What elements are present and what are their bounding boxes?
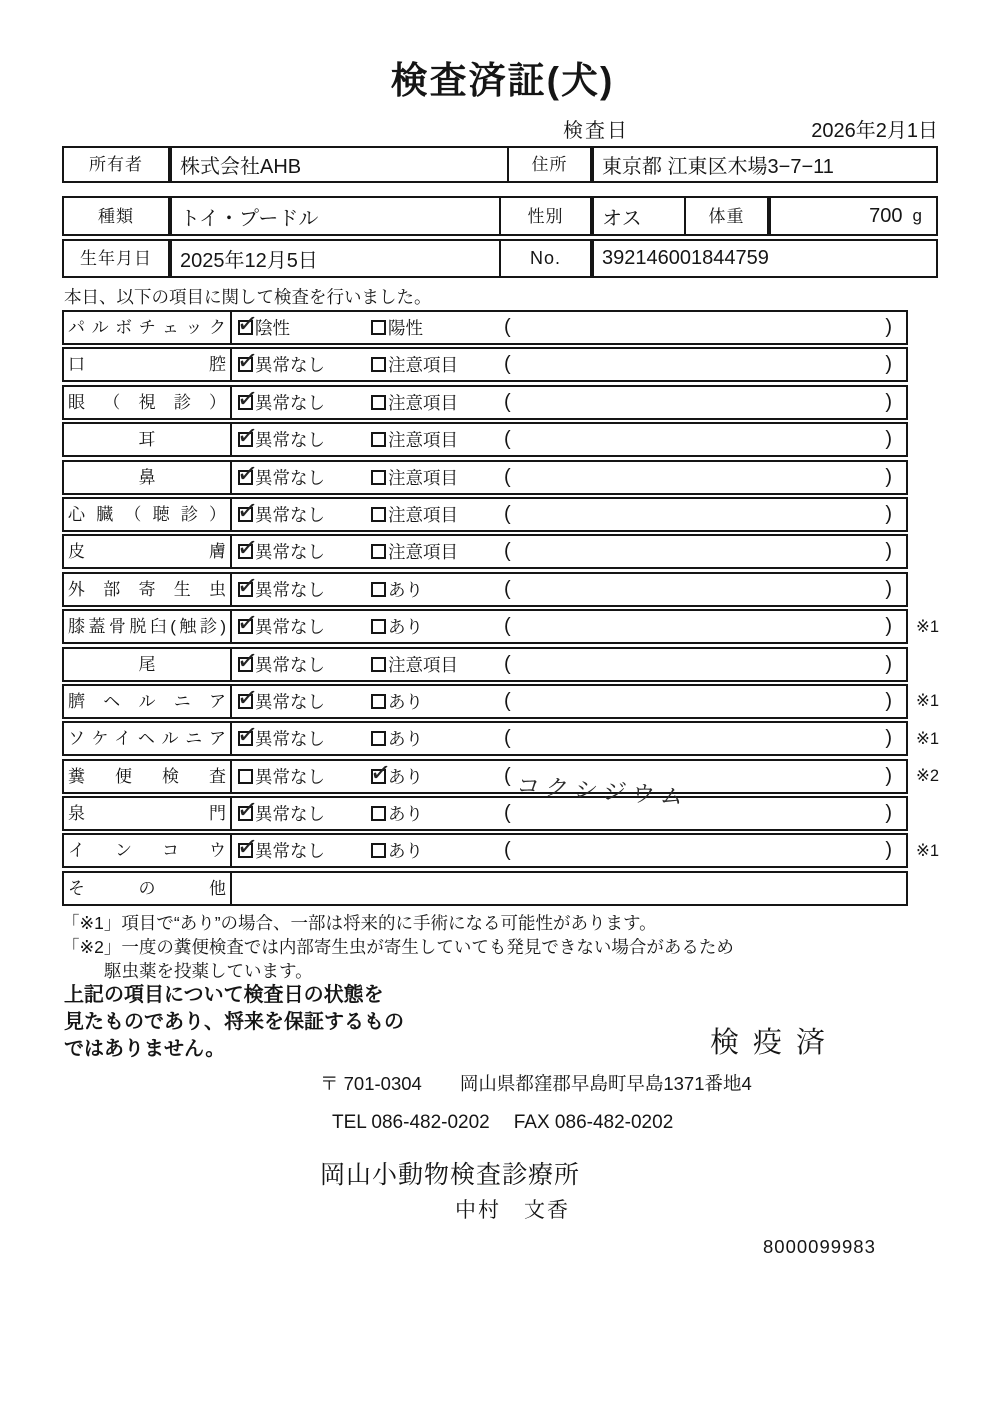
- option-2: [371, 539, 504, 564]
- option-2-label: 注意項目: [388, 467, 458, 488]
- option-1-label: 異常なし: [255, 841, 325, 862]
- checklist-row: [62, 759, 1002, 810]
- paren-close: ): [885, 465, 892, 488]
- option-1: [238, 652, 371, 677]
- address-value: 東京都 江東区木場3−7−11: [592, 148, 936, 181]
- handwritten-remark: コクシジウム: [514, 771, 692, 810]
- checklist-row: [62, 422, 1002, 457]
- intro-text: 本日、以下の項目に関して検査を行いました。: [64, 287, 432, 307]
- option-2: [371, 427, 504, 452]
- option-1-label: 異常なし: [255, 542, 325, 563]
- paren-close: ): [885, 615, 892, 638]
- checkbox-icon: [371, 357, 386, 372]
- checklist-row: [62, 460, 1002, 495]
- option-2-label: あり: [388, 617, 423, 638]
- sex-label: 性別: [499, 198, 592, 234]
- postal-code: 〒 701-0304: [320, 1073, 422, 1094]
- paren-close: ): [885, 689, 892, 712]
- breed-label: 種類: [64, 198, 170, 234]
- option-1: [238, 539, 371, 564]
- remark-field: [504, 653, 906, 676]
- clinic-address-line: [320, 1070, 752, 1096]
- paren-open: (: [504, 839, 511, 862]
- paren-open: (: [504, 465, 511, 488]
- checkbox-icon: [238, 657, 253, 672]
- paren-close: ): [885, 502, 892, 525]
- sex-value: オス: [592, 198, 684, 234]
- option-1: [238, 764, 371, 789]
- tel-fax-line: [332, 1112, 673, 1134]
- paren-close: ): [885, 727, 892, 750]
- option-2-label: あり: [388, 766, 423, 787]
- checkbox-icon: [238, 507, 253, 522]
- option-2: [371, 577, 504, 602]
- checkbox-icon: [238, 694, 253, 709]
- paren-open: (: [504, 540, 511, 563]
- clinic-name: 岡山小動物検査診療所: [320, 1161, 581, 1189]
- option-2-label: 注意項目: [388, 504, 458, 525]
- paren-close: ): [885, 316, 892, 338]
- checkbox-icon: [371, 507, 386, 522]
- checkbox-icon: [238, 395, 253, 410]
- option-1-label: 異常なし: [255, 430, 325, 451]
- option-2-label: 注意項目: [388, 654, 458, 675]
- remark-field: [504, 615, 906, 638]
- option-1-label: 異常なし: [255, 579, 325, 600]
- option-1-label: 異常なし: [255, 617, 325, 638]
- paren-open: (: [504, 689, 511, 712]
- paren-close: ): [885, 839, 892, 862]
- option-2-label: あり: [388, 804, 423, 825]
- checkbox-icon: [238, 731, 253, 746]
- item-label: 臍ヘルニア: [64, 686, 232, 717]
- option-1: [238, 352, 371, 377]
- quarantine-stamp: 検疫済: [710, 1027, 840, 1059]
- remark-field: [504, 690, 906, 713]
- option-1-label: 異常なし: [255, 392, 325, 413]
- checkbox-icon: [371, 544, 386, 559]
- item-label: インコウ: [64, 835, 232, 866]
- page-title: 検査済証(犬): [390, 60, 615, 101]
- paren-close: ): [885, 802, 892, 825]
- checkbox-icon: [371, 731, 386, 746]
- option-2: [371, 764, 504, 789]
- footnote-2-line1: 「※2」一度の糞便検査では内部寄生虫が寄生していても発見できない場合があるため: [62, 937, 734, 957]
- paren-close: ): [885, 428, 892, 451]
- checkbox-icon: [371, 619, 386, 634]
- option-1-label: 異常なし: [255, 355, 325, 376]
- remark-field: [504, 540, 906, 563]
- birth-label: 生年月日: [64, 241, 170, 276]
- checklist-row: [62, 385, 1002, 420]
- option-2: [371, 502, 504, 527]
- remark-field: [504, 839, 906, 862]
- weight-unit: g: [912, 206, 922, 225]
- item-label: その他: [64, 873, 232, 904]
- paren-open: (: [504, 428, 511, 451]
- fax-number: FAX 086-482-0202: [513, 1112, 674, 1133]
- checklist-row: [62, 647, 1002, 682]
- checklist-row: [62, 572, 1002, 607]
- option-2-label: 注意項目: [388, 430, 458, 451]
- paren-open: (: [504, 764, 511, 787]
- checkbox-icon: [371, 432, 386, 447]
- option-2: [371, 838, 504, 863]
- inspection-date-value: 2026年2月1日: [811, 120, 938, 142]
- option-2: [371, 315, 504, 340]
- veterinarian-name: 中村 文香: [455, 1199, 570, 1222]
- checklist-row: [62, 534, 1002, 569]
- item-label: 耳: [64, 424, 232, 455]
- option-1-label: 異常なし: [255, 691, 325, 712]
- item-label: 尾: [64, 649, 232, 680]
- checkbox-icon: [238, 544, 253, 559]
- option-2: [371, 614, 504, 639]
- checklist-row: [62, 684, 1002, 719]
- option-1-label: 異常なし: [255, 729, 325, 750]
- paren-open: (: [504, 615, 511, 638]
- remark-field: [504, 503, 906, 526]
- paren-open: (: [504, 316, 511, 338]
- checklist-row: [62, 796, 1002, 831]
- checkbox-icon: [371, 806, 386, 821]
- clinic-address: 岡山県都窪郡早島町早島1371番地4: [459, 1073, 752, 1094]
- checkbox-icon: [238, 357, 253, 372]
- checklist-row: [62, 871, 1002, 906]
- item-label: 鼻: [64, 462, 232, 493]
- checkbox-icon: [371, 694, 386, 709]
- option-2-label: 注意項目: [388, 355, 458, 376]
- remark-field: [504, 428, 906, 451]
- footnote-1: 「※1」項目で“あり”の場合、一部は将来的に手術になる可能性があります。: [62, 913, 657, 933]
- option-2: [371, 689, 504, 714]
- paren-close: ): [885, 764, 892, 787]
- checkbox-icon: [238, 806, 253, 821]
- item-label: ソケイヘルニア: [64, 723, 232, 754]
- option-1: [238, 801, 371, 826]
- footnote-mark: ※1: [916, 729, 940, 748]
- paren-close: ): [885, 540, 892, 563]
- option-1: [238, 614, 371, 639]
- item-label: 泉門: [64, 798, 232, 829]
- paren-open: (: [504, 802, 511, 825]
- option-1: [238, 502, 371, 527]
- paren-close: ): [885, 652, 892, 675]
- option-1-label: 異常なし: [255, 654, 325, 675]
- option-2-label: 注意項目: [388, 542, 458, 563]
- footnote-mark: ※1: [916, 692, 940, 711]
- checklist-row: [62, 833, 1002, 868]
- inspection-date-label: 検査日: [563, 120, 629, 142]
- remark-field: [504, 578, 906, 601]
- birth-value: 2025年12月5日: [170, 241, 499, 276]
- option-2-label: あり: [388, 579, 423, 600]
- checkbox-icon: [238, 432, 253, 447]
- option-2-label: 注意項目: [388, 392, 458, 413]
- owner-address-row: [62, 146, 938, 183]
- option-2: [371, 465, 504, 490]
- checklist-row: [62, 310, 1002, 345]
- option-1-label: 異常なし: [255, 804, 325, 825]
- disclaimer-text: 上記の項目について検査日の状態を 見たものであり、将来を保証するもの ではありません。: [64, 984, 404, 1060]
- breed-value: トイ・プードル: [170, 198, 499, 234]
- option-2: [371, 652, 504, 677]
- birth-number-row: [62, 239, 938, 278]
- option-1-label: 異常なし: [255, 467, 325, 488]
- option-1: [238, 465, 371, 490]
- remark-field: [504, 391, 906, 414]
- breed-sex-weight-row: [62, 196, 938, 236]
- paren-open: (: [504, 390, 511, 413]
- checkbox-icon: [371, 470, 386, 485]
- paren-close: ): [885, 577, 892, 600]
- remark-field: [504, 466, 906, 489]
- checkbox-icon: [371, 769, 386, 784]
- checkbox-icon: [371, 843, 386, 858]
- checklist-row: [62, 721, 1002, 756]
- owner-value: 株式会社AHB: [170, 148, 507, 181]
- option-1: [238, 577, 371, 602]
- footnote-2-line2: 駆虫薬を投薬しています。: [104, 961, 313, 981]
- footnote-mark: ※1: [916, 617, 940, 636]
- checkbox-icon: [238, 582, 253, 597]
- checkbox-icon: [238, 769, 253, 784]
- option-1: [238, 315, 371, 340]
- checkbox-icon: [238, 470, 253, 485]
- tel-number: TEL 086-482-0202: [332, 1112, 490, 1133]
- item-label: 外部寄生虫: [64, 574, 232, 605]
- option-2-label: あり: [388, 841, 423, 862]
- item-label: 皮膚: [64, 536, 232, 567]
- weight-value: 700: [869, 204, 903, 227]
- item-label: パルボチェック: [64, 312, 232, 343]
- paren-open: (: [504, 727, 511, 750]
- remark-field: [504, 760, 906, 810]
- option-2-label: 陽性: [388, 318, 423, 338]
- checklist: [62, 310, 1002, 908]
- item-label: 眼（視診）: [64, 387, 232, 418]
- checkbox-icon: [238, 320, 253, 335]
- checkbox-icon: [238, 843, 253, 858]
- item-label: 膝蓋骨脱臼(触診): [64, 611, 232, 642]
- option-1-label: 異常なし: [255, 766, 325, 787]
- address-label: 住所: [507, 148, 592, 181]
- item-label: 糞便検査: [64, 761, 232, 792]
- checkbox-icon: [371, 395, 386, 410]
- option-2: [371, 726, 504, 751]
- footnote-mark: ※2: [916, 767, 940, 786]
- paren-close: ): [885, 353, 892, 376]
- footnote-mark: ※1: [916, 841, 940, 860]
- serial-number: 8000099983: [763, 1236, 876, 1257]
- option-2: [371, 352, 504, 377]
- checkbox-icon: [371, 657, 386, 672]
- option-1: [238, 427, 371, 452]
- checklist-row: [62, 347, 1002, 382]
- no-label: No.: [499, 241, 592, 276]
- checkbox-icon: [371, 320, 386, 335]
- option-2-label: あり: [388, 691, 423, 712]
- option-1-label: 異常なし: [255, 504, 325, 525]
- weight-cell: [769, 198, 936, 234]
- option-1: [238, 726, 371, 751]
- option-1: [238, 390, 371, 415]
- item-label: 心臓（聴診）: [64, 499, 232, 530]
- no-value: 392146001844759: [592, 241, 936, 276]
- remark-field: [504, 353, 906, 376]
- remark-field: [504, 727, 906, 750]
- paren-open: (: [504, 652, 511, 675]
- option-2: [371, 390, 504, 415]
- item-label: 口腔: [64, 349, 232, 380]
- checkbox-icon: [238, 619, 253, 634]
- weight-label: 体重: [684, 198, 769, 234]
- checklist-row: [62, 497, 1002, 532]
- owner-label: 所有者: [64, 148, 170, 181]
- paren-open: (: [504, 577, 511, 600]
- paren-open: (: [504, 502, 511, 525]
- option-2-label: あり: [388, 729, 423, 750]
- paren-open: (: [504, 353, 511, 376]
- checklist-row: [62, 609, 1002, 644]
- option-1: [238, 689, 371, 714]
- paren-close: ): [885, 390, 892, 413]
- remark-field: [504, 316, 906, 339]
- option-1-label: 陰性: [255, 318, 290, 338]
- checkbox-icon: [371, 582, 386, 597]
- option-1: [238, 838, 371, 863]
- option-2: [371, 801, 504, 826]
- remark-field: [504, 802, 906, 825]
